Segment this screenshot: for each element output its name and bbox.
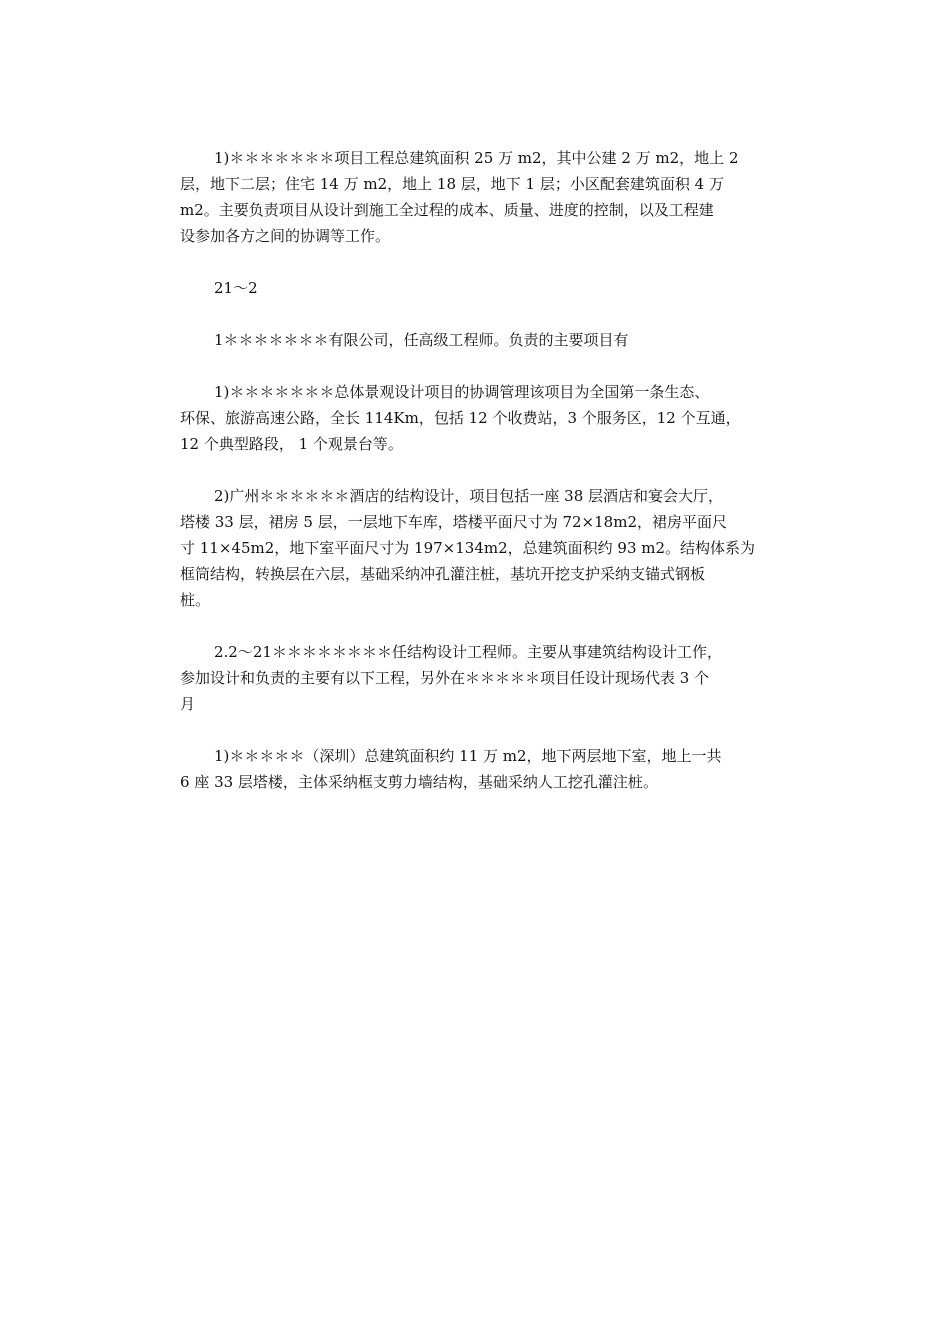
document-page xyxy=(180,145,780,821)
paragraph-project-1 xyxy=(180,145,780,249)
text-line: 月 xyxy=(180,695,196,713)
text-line: 设参加各方之间的协调等工作。 xyxy=(180,227,391,245)
text-line: 环保、旅游高速公路，全长 114Km，包括 12 个收费站，3 个服务区，12 个互通， xyxy=(180,409,741,427)
text-line: 寸 11×45m2，地下室平面尺寸为 197×134m2，总建筑面积约 93 m2。结构体系为 xyxy=(180,539,756,557)
paragraph-shenzhen-project xyxy=(180,743,780,795)
text-line: 21～2 xyxy=(214,279,258,297)
text-line: 2.2～21＊＊＊＊＊＊＊＊任结构设计工程师。主要从事建筑结构设计工作， xyxy=(214,643,722,661)
text-line: 参加设计和负责的主要有以下工程，另外在＊＊＊＊＊项目任设计现场代表 3 个 xyxy=(180,669,710,687)
text-line: m2。主要负责项目从设计到施工全过程的成本、质量、进度的控制，以及工程建 xyxy=(180,201,714,219)
text-line: 塔楼 33 层，裙房 5 层，一层地下车库，塔楼平面尺寸为 72×18m2，裙房平面尺 xyxy=(180,513,727,531)
paragraph-landscape-project xyxy=(180,379,780,457)
text-line: 1)＊＊＊＊＊（深圳）总建筑面积约 11 万 m2，地下两层地下室，地上一共 xyxy=(214,747,722,765)
text-line: 桩。 xyxy=(180,591,211,609)
text-line: 2)广州＊＊＊＊＊＊酒店的结构设计，项目包括一座 38 层酒店和宴会大厅， xyxy=(214,487,724,505)
text-line: 1)＊＊＊＊＊＊＊项目工程总建筑面积 25 万 m2，其中公建 2 万 m2，地上 2 xyxy=(214,149,739,167)
paragraph-company-role xyxy=(180,327,780,353)
text-line: 1)＊＊＊＊＊＊＊总体景观设计项目的协调管理该项目为全国第一条生态、 xyxy=(214,383,710,401)
paragraph-period xyxy=(180,275,780,301)
text-line: 层，地下二层；住宅 14 万 m2，地上 18 层，地下 1 层；小区配套建筑面积 4 万 xyxy=(180,175,724,193)
paragraph-structural-role xyxy=(180,639,780,717)
text-line: 1＊＊＊＊＊＊＊有限公司，任高级工程师。负责的主要项目有 xyxy=(214,331,629,349)
paragraph-hotel-project xyxy=(180,483,780,613)
text-line: 12 个典型路段， 1 个观景台等。 xyxy=(180,435,403,453)
text-line: 框筒结构，转换层在六层，基础采纳冲孔灌注桩，基坑开挖支护采纳支锚式钢板 xyxy=(180,565,706,583)
text-line: 6 座 33 层塔楼，主体采纳框支剪力墙结构，基础采纳人工挖孔灌注桩。 xyxy=(180,773,658,791)
